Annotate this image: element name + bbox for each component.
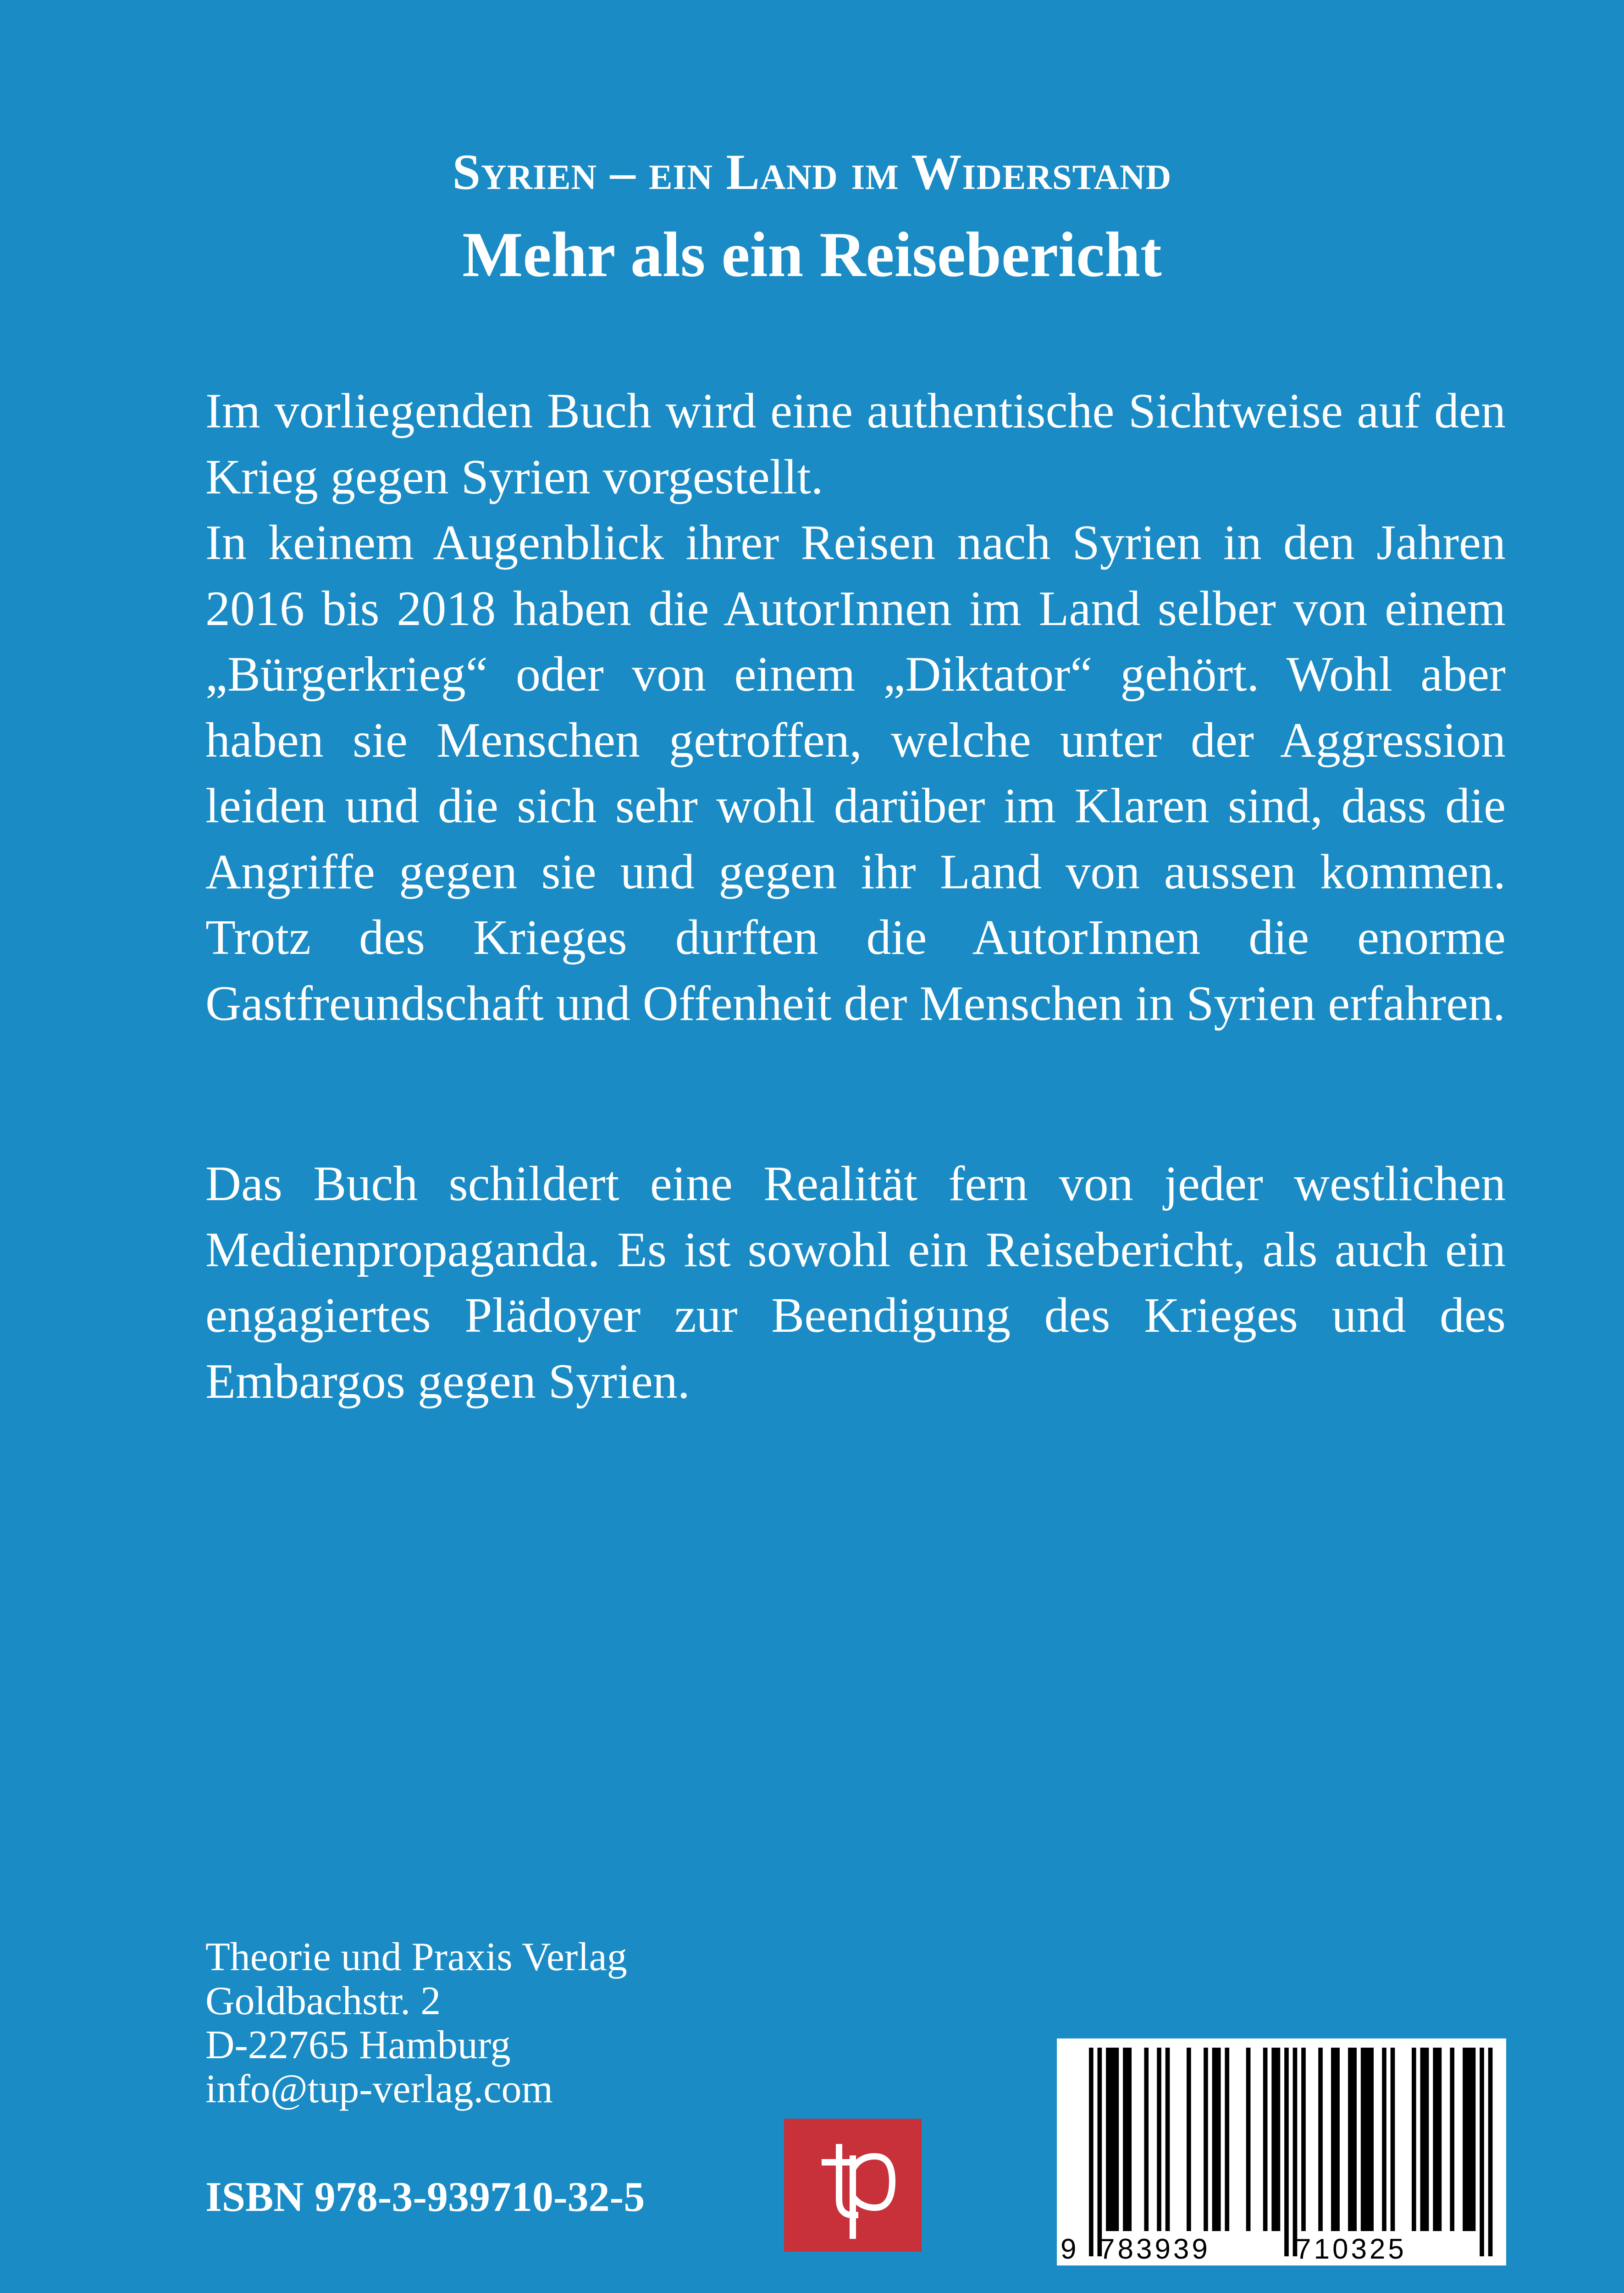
barcode-bar [1420,2048,1425,2231]
barcode-bar [1271,2048,1276,2231]
barcode-bar [1463,2048,1467,2231]
publisher-city: D-22765 Hamburg [205,2023,511,2067]
barcode-bar [1335,2048,1340,2231]
barcode-bar [1216,2048,1221,2231]
publisher-address [205,1935,627,2111]
isbn-number: ISBN 978-3-939710-32-5 [205,2173,645,2220]
barcode-bar [1123,2048,1127,2231]
publisher-email: info@tup-verlag.com [205,2067,553,2111]
barcode-bar [1127,2048,1132,2231]
barcode-bar [1382,2048,1386,2231]
tp-logo-icon [784,2119,922,2252]
publisher-street: Goldbachstr. 2 [205,1979,441,2023]
barcode-bar [1348,2048,1353,2231]
barcode-bar [1480,2048,1484,2256]
publisher-logo [784,2119,922,2252]
barcode-bar [1157,2048,1161,2231]
barcode-bar [1263,2048,1268,2231]
barcode-digits-right: 710325 [1295,2233,1407,2265]
barcode-bar [1284,2048,1289,2256]
barcode-bar [1331,2048,1336,2231]
barcode-bar [1212,2048,1217,2231]
barcode-bar [1369,2048,1374,2231]
blurb-paragraph-1 [205,378,1506,1036]
barcode-bar [1089,2048,1094,2256]
barcode-bar [1318,2048,1323,2231]
barcode-bar [1106,2048,1110,2231]
barcode-bar [1365,2048,1370,2231]
barcode-bar [1246,2048,1251,2231]
barcode-bar [1276,2048,1281,2231]
barcode-bar [1301,2048,1306,2231]
blurb-paragraph-2-text: Das Buch schildert eine Realität fern von jeder westlichen Medienpropaganda. Es ist sowohl ein Reisebericht, als auch ein engagiertes Plädoyer zur Beendigung des Krieges und des Embargos gegen Syrien. [205,1157,1506,1409]
barcode-bar [1166,2048,1170,2231]
barcode-digits-left: 783939 [1099,2233,1210,2265]
barcode-bar [1437,2048,1442,2231]
barcode-bar [1391,2048,1395,2231]
barcode-bar [1098,2048,1102,2256]
barcode-bar [1293,2048,1298,2256]
barcode-bar [1110,2048,1115,2231]
publisher-name: Theorie und Praxis Verlag [205,1935,627,1979]
barcode-icon [1057,2038,1506,2265]
barcode-bar [1361,2048,1365,2231]
barcode-bar [1488,2048,1493,2256]
barcode-bar [1467,2048,1471,2231]
barcode-bar [1450,2048,1454,2231]
barcode-bar [1352,2048,1357,2231]
barcode-bar [1187,2048,1191,2231]
barcode-bar [1204,2048,1208,2231]
blurb-paragraph-2 [205,1151,1506,1414]
barcode-bar [1471,2048,1476,2231]
barcode-bar [1433,2048,1437,2231]
blurb-paragraph-1-text: Im vorliegenden Buch wird eine authentische Sichtweise auf den Krieg gegen Syrien vorgestellt. In keinem Augenblick ihrer Reisen nach Syrien in den Jahren 2016 bis 2018 haben die AutorInnen im Land selber von einem „Bürgerkrieg“ oder von einem „Diktator“ gehört. Wohl aber haben sie Menschen getroffen, welche unter der Aggression leiden und die sich sehr wohl darüber im Klaren sind, dass die Angriffe gegen sie und gegen ihr Land von aussen kommen. Trotz des Krieges durften die AutorInnen die enorme Gastfreundschaft und Offenheit der Menschen in Syrien erfahren. [205,384,1506,1031]
isbn-barcode [1057,2038,1506,2265]
book-title: Syrien – ein Land im Widerstand [452,144,1172,200]
barcode-bar [1115,2048,1119,2231]
book-subtitle: Mehr als ein Reisebericht [462,219,1162,290]
barcode-bar [1412,2048,1416,2231]
barcode-bar [1144,2048,1149,2231]
barcode-bar [1425,2048,1429,2231]
barcode-digit-prefix: 9 [1061,2233,1077,2265]
barcode-bar [1225,2048,1229,2231]
